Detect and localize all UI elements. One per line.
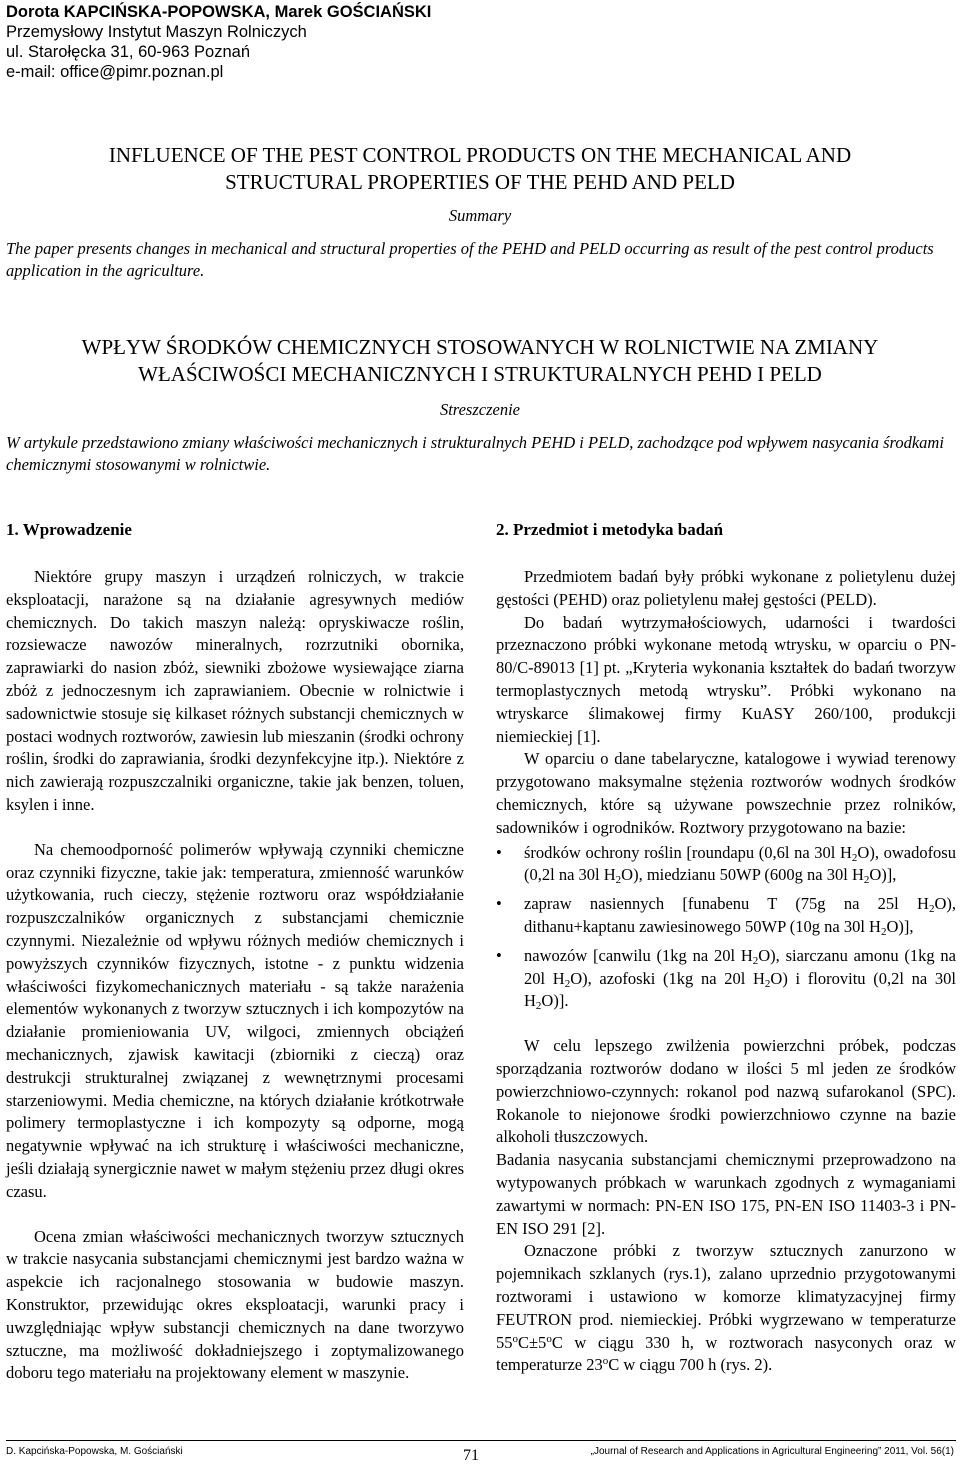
- bullet-icon: •: [496, 894, 502, 914]
- page-number: 71: [463, 1447, 479, 1464]
- summary-text: The paper presents changes in mechanical and structural properties of the PEHD and PELD occurring as result of the pest control products application in the agriculture.: [6, 239, 934, 280]
- polish-title-line2: WŁAŚCIWOŚCI MECHANICZNYCH I STRUKTURALNYCH PEHD I PELD: [138, 362, 822, 386]
- bullet-icon: •: [496, 945, 502, 965]
- section-2-heading: 2. Przedmiot i metodyka badań: [496, 520, 724, 539]
- section-1-heading: 1. Wprowadzenie: [6, 520, 132, 539]
- right-paragraph-5: Badania nasycania substancjami chemicznymi przeprowadzono na wytypowanych próbkach w warunkach zgodnych z wymaganiami zawartymi w normach: PN-EN ISO 175, PN-EN ISO 11403-3 i PN-EN ISO 291 [2].: [496, 1150, 956, 1238]
- footer-journal: „Journal of Research and Applications in Agricultural Engineering” 2011, Vol. 56(1): [590, 1446, 954, 1457]
- english-title-line1: INFLUENCE OF THE PEST CONTROL PRODUCTS ON THE MECHANICAL AND: [108, 143, 852, 167]
- english-title: [0, 142, 960, 196]
- email: e-mail: office@pimr.poznan.pl: [6, 63, 224, 81]
- bullet-item: • nawozów [canwilu (1kg na 20l $H_2O$), siarczanu amonu (1kg na 20l $H_2O$), azofoski (1kg na 20l $H_2O$) i florovitu (0,2l na 30l $H_2O$)].: [496, 945, 956, 1013]
- right-paragraph-2: Do badań wytrzymałościowych, udarności i twardości przeznaczono próbki wykonane metodą wtrysku, w oparciu o PN-80/C-89013 [1] pt. „Kryteria wykonania kształtek do badań tworzyw termoplastycznych metodą wtrysku”. Próbki wykonano na wtryskarce ślimakowej firmy KuASY 260/100, produkcji niemieckiej [1].: [496, 612, 956, 746]
- right-paragraph-1: Przedmiotem badań były próbki wykonane z polietylenu dużej gęstości (PEHD) oraz polietylenu małej gęstości (PELD).: [496, 567, 956, 609]
- left-column: [6, 566, 464, 1385]
- left-paragraph-2: Na chemoodporność polimerów wpływają czynniki chemiczne oraz czynniki fizyczne, takie jak: temperatura, zmienność warunków użytkowania, ruch cieczy, stężenie roztworu oraz współdziałanie rozpuszczalników organicznych z substancjami chemicznie czynnymi. Niezależnie od wpływu różnych mediów chemicznych i powyższych czynników fizycznych, istotne - z punktu widzenia właściwości fizykomechanicznych materiału - są także narażenia elementów wykonanych z tworzyw sztucznych i ich kompozytów na działanie promieniowania UV, wilgoci, zmiennych obciążeń mechanicznych, zjawisk kawitacji (zbiorniki z cieczą) oraz destrukcji strukturalnej związanej z wewnętrznymi procesami starzeniowymi. Media chemiczne, na których działanie krótkotrwałe polimery termoplastyczne i ich kompozyty są odporne, mogą negatywnie wpływać na ich strukturę i właściwości mechaniczne, jeśli działają synergicznie nawet w małym stężeniu przez długi okres czasu.: [6, 839, 464, 1201]
- footer-authors: D. Kapcińska-Popowska, M. Gościański: [6, 1446, 183, 1457]
- institute: Przemysłowy Instytut Maszyn Rolniczych: [6, 23, 307, 41]
- english-title-line2: STRUCTURAL PROPERTIES OF THE PEHD AND PELD: [225, 170, 735, 194]
- authors: Dorota KAPCIŃSKA-POPOWSKA, Marek GOŚCIAŃSKI: [6, 3, 432, 21]
- right-paragraph-4: W celu lepszego zwilżenia powierzchni próbek, podczas sporządzania roztworów dodano w ilości 5 ml jeden ze środków powierzchniowo-czynnych: rokanol pod nazwą sufarokanol (SPC). Rokanole to niejonowe środki powierzchniowo czynne na bazie alkoholi tłuszczowych.: [496, 1036, 956, 1147]
- right-paragraph-6: Oznaczone próbki z tworzyw sztucznych zanurzono w pojemnikach szklanych (rys.1), zalano uprzednio przygotowanymi roztworami i ustawiono w komorze klimatyzacyjnej firmy FEUTRON prod. niemieckiej. Próbki wygrzewano w temperaturze $55^oC\pm 5^oC$ w ciągu 330 h, w roztworach nasyconych oraz w temperaturze 23$^o$C w ciągu 700 h (rys. 2).: [496, 1241, 956, 1375]
- bullet-item: • środków ochrony roślin [roundapu (0,6l na 30l $H_2O$), owadofosu (0,2l na 30l $H_2O$), miedzianu 50WP (600g na 30l $H_2O$)],: [496, 842, 956, 887]
- bullet-icon: •: [496, 842, 502, 862]
- footer-divider: [6, 1440, 956, 1441]
- summary-heading: Summary: [448, 206, 512, 225]
- bullet-item: • zapraw nasiennych [funabenu T (75g na 25l $H_2O$), dithanu+kaptanu zawiesinowego 50WP (10g na 30l $H_2O$)],: [496, 894, 956, 938]
- right-paragraph-3: W oparciu o dane tabelaryczne, katalogowe i wywiad terenowy przygotowano maksymalne stężenia roztworów wodnych środków chemicznych, które są używane powszechnie przez rolników, sadowników i ogrodników. Roztwory przygotowano na bazie:: [496, 749, 956, 837]
- author-block: [6, 2, 431, 82]
- right-column: [496, 566, 956, 1377]
- left-paragraph-3: Ocena zmian właściwości mechanicznych tworzyw sztucznych w trakcie nasycania substancjami chemicznymi jest bardzo ważna w aspekcie ich racjonalnego stosowania w budowie maszyn. Konstruktor, przewidując okres eksploatacji, warunki pracy i uwzględniając wpływ substancji chemicznych na dane tworzywo sztuczne, ma możliwość dokładniejszego i zoptymalizowanego doboru tego materiału na projektowany element w maszynie.: [6, 1226, 464, 1383]
- polish-title: [0, 334, 960, 388]
- left-paragraph-1: Niektóre grupy maszyn i urządzeń rolniczych, w trakcie eksploatacji, narażone są na działanie agresywnych mediów chemicznych. Do takich maszyn należą: opryskiwacze roślin, rozsiewacze nawozów mineralnych, rozrzutniki obornika, zaprawiarki do nasion zbóż, siewniki zbożowe wysiewające ziarna zbóż z jednoczesnym ich zaprawianiem. Obecnie w rolnictwie i sadownictwie stosuje się kilkaset różnych substancji chemicznych w postaci wodnych roztworów, zawiesin lub mieszanin (środki ochrony roślin, środki do zaprawiania, środki dezynfekcyjne itp.). Niektóre z nich zawierają rozpuszczalniki organiczne, takie jak benzen, toluen, ksylen i inne.: [6, 567, 464, 814]
- polish-title-line1: WPŁYW ŚRODKÓW CHEMICZNYCH STOSOWANYCH W ROLNICTWIE NA ZMIANY: [81, 335, 879, 359]
- streszczenie-text: W artykule przedstawiono zmiany właściwości mechanicznych i strukturalnych PEHD i PELD, zachodzące pod wpływem nasycania środkami chemicznymi stosowanymi w rolnictwie.: [6, 433, 944, 474]
- streszczenie-heading: Streszczenie: [439, 400, 521, 419]
- address: ul. Starołęcka 31, 60-963 Poznań: [6, 43, 250, 61]
